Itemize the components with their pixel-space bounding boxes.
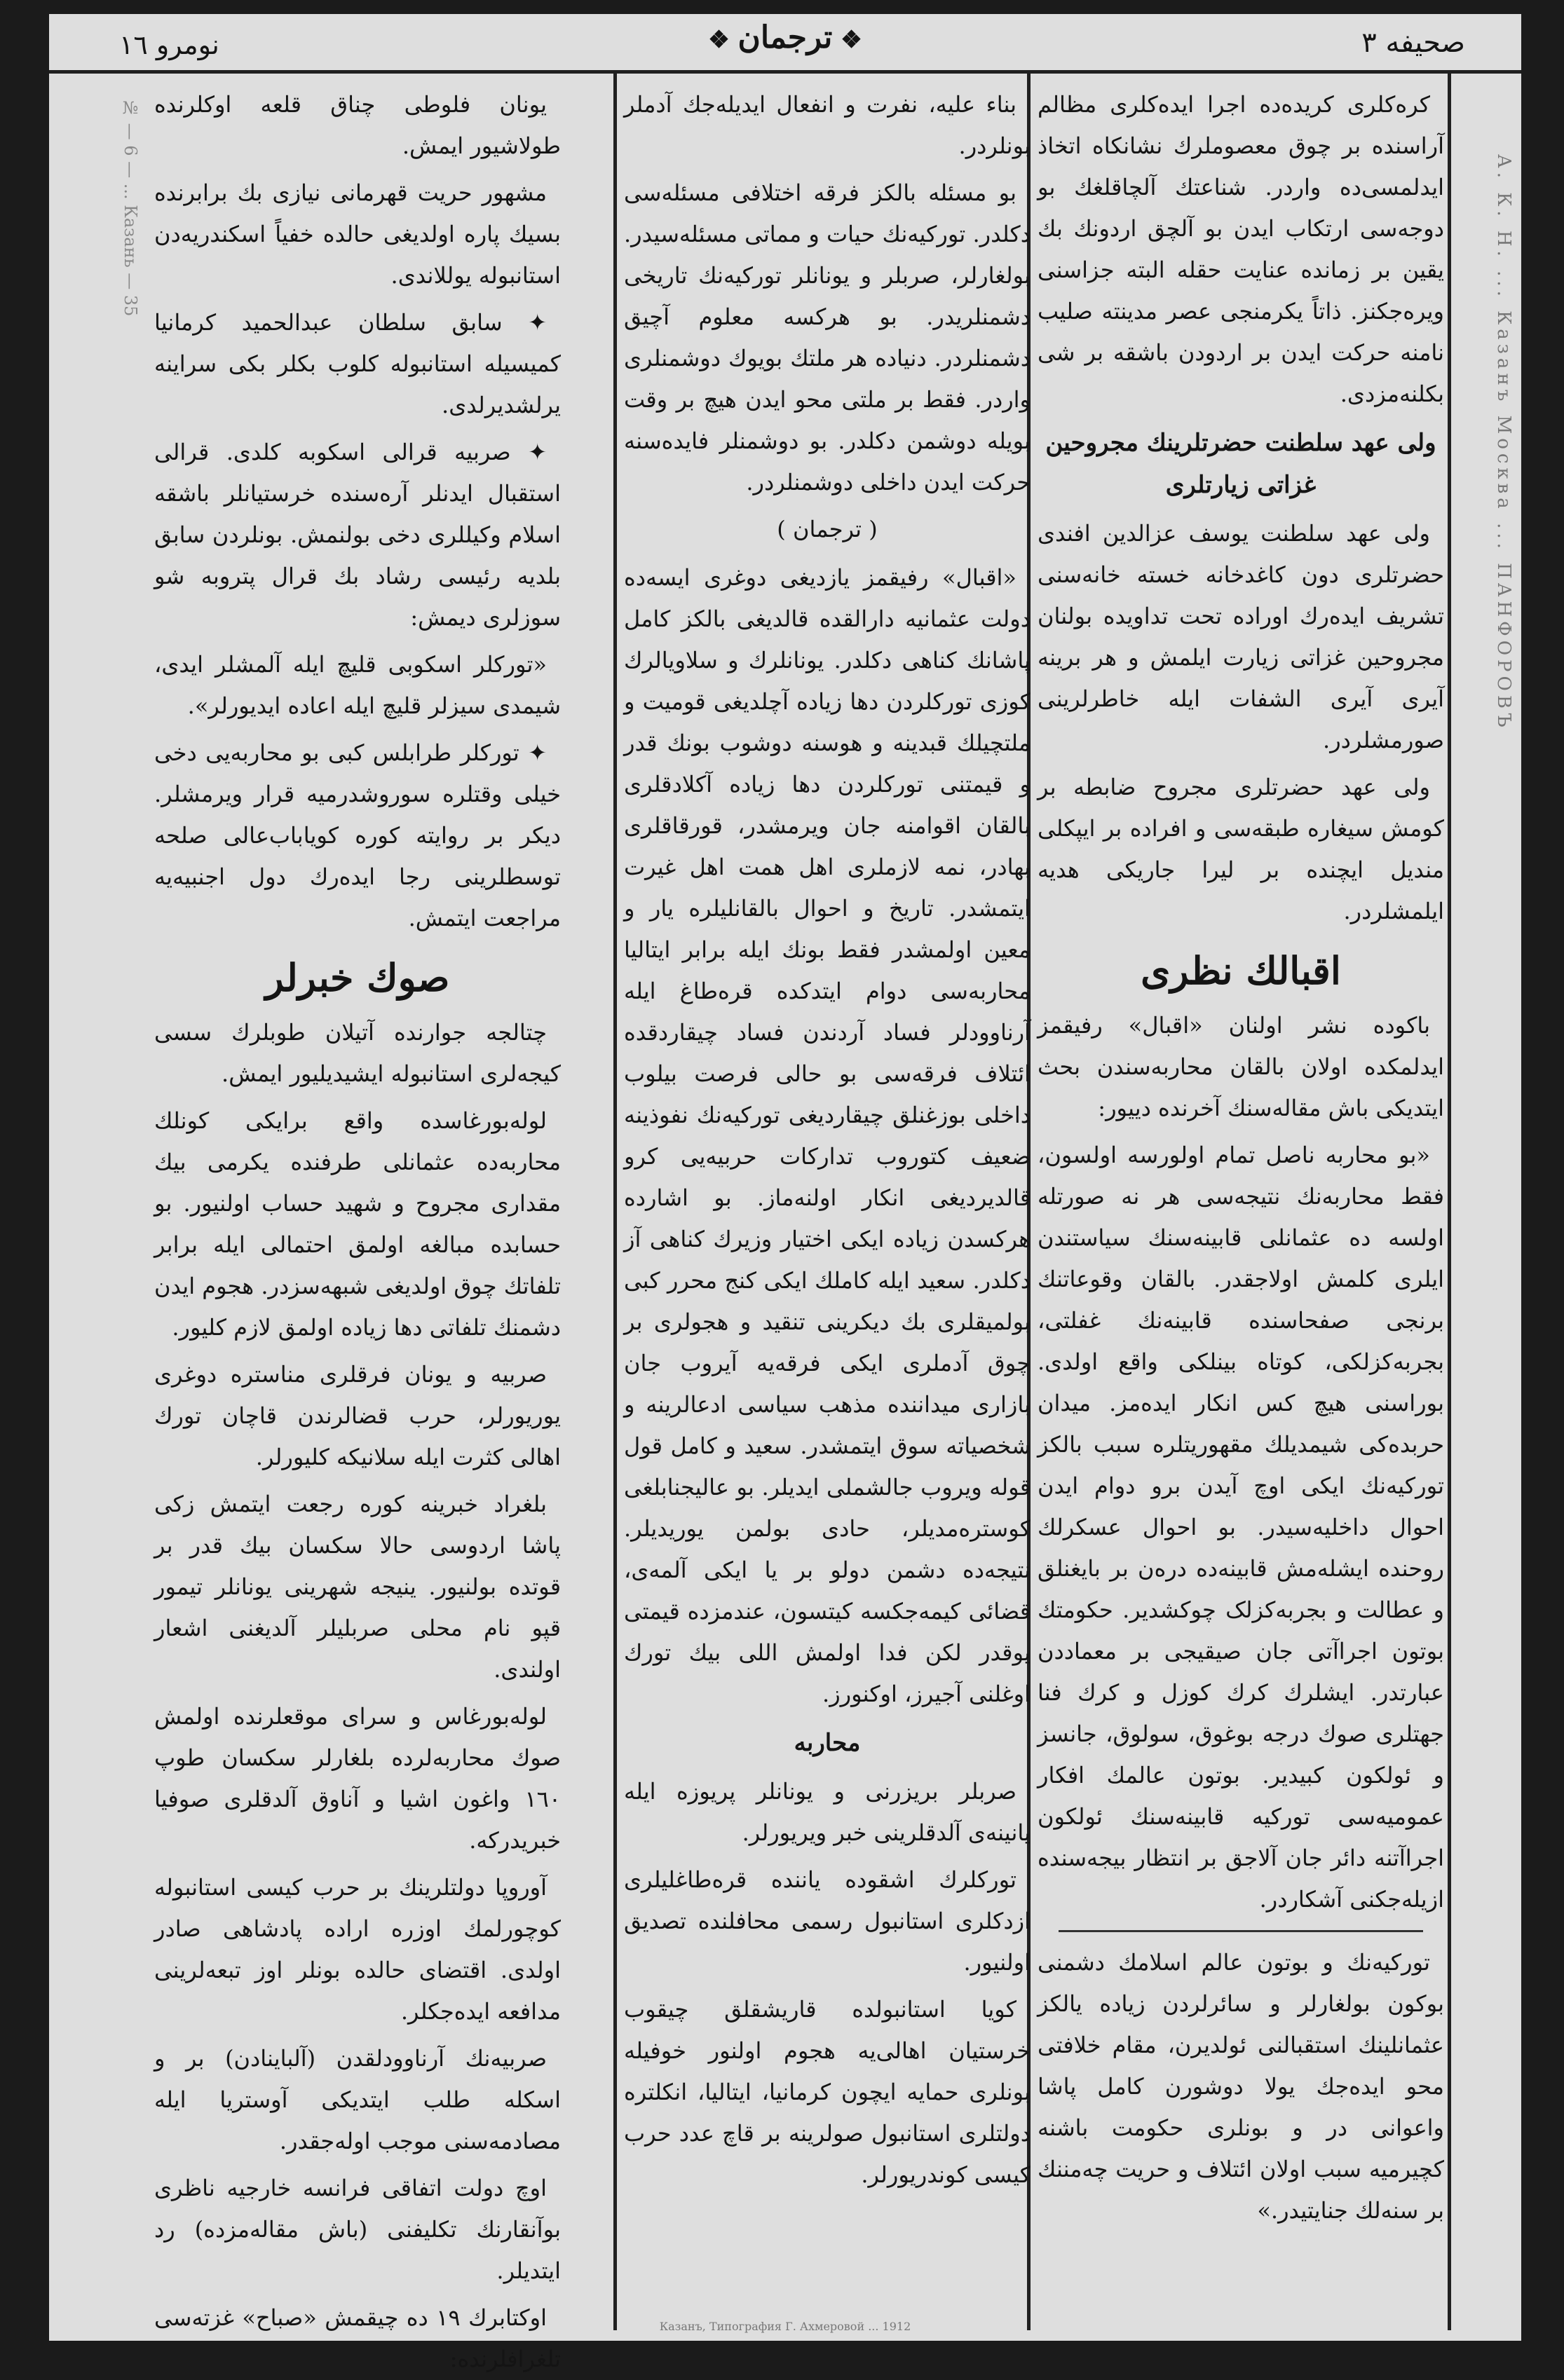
printer-footer: Казанъ, Типография Г. Ахмеровой ... 1912 — [659, 2320, 911, 2333]
newspaper-page — [49, 14, 1521, 2372]
article-paragraph: ولی عهد سلطنت یوسف عزالدین افندی حضرتلری دون کاغدخانه خسته خانه‌سنی تشریف ایده‌رك اوراده تحت تداویده بولنان مجروحین غزاتی زیارت ایلمش و هر برینه آیری آیری الشفات ایله خاطرلرینی صورمشلردر. — [1038, 520, 1444, 753]
news-item: لوله‌بورغاس و سرای موقعلرنده اولمش صوك محاربه‌لرده بلغارلر سکسان طوپ ۱٦۰ واغون اشیا و آناوق آلدقلری صوفیا خبریدرکه. — [154, 1703, 561, 1854]
section-heading: صوك خبرلر — [265, 955, 450, 1000]
page-header — [49, 14, 1521, 74]
issue-number: نومرو ۱٦ — [119, 29, 219, 60]
news-item: اوچ دولت اتفاقی فرانسه خارجیه ناظری بوآنقارنك تکلیفنی (باش مقاله‌مزده) رد ایتدیلر. — [154, 2175, 561, 2284]
left-bleed-through-text: № — 6 — ... Казань — 35 — [121, 98, 140, 317]
page-number-label: صحیفه ۳ — [1361, 27, 1465, 59]
article-paragraph: تورکلرك اشقوده یاننده قره‌طاغلیلری ازدکلری استانبول رسمی محافلنده تصدیق اولنیور. — [624, 1866, 1031, 1976]
column-right — [1038, 84, 1444, 2327]
section-divider — [1059, 1930, 1423, 1932]
column-left — [154, 84, 561, 2372]
column-rule — [613, 74, 617, 2330]
news-item: بلغراد خبرینه کوره رجعت ایتمش زکی پاشا اردوسی حالا سکسان بیك قدر بر قوتده بولنیور. ینیجه شهرینی یونانلر تیمور قپو نام محلی صربلیلر آلدیغنی اشعار اولندی. — [154, 1491, 561, 1683]
column-middle — [624, 84, 1031, 2327]
column-rule-outer — [1448, 74, 1451, 2330]
article-paragraph: ولی عهد حضرتلری مجروح ضابطه بر کومش سیغاره طبقه‌سی و افراده بر ایپکلی مندیل ایچنده بر لیرا جاریکی هدیه ایلمشلردر. — [1038, 774, 1444, 924]
news-item: «تورکلر اسکوبی قلیچ ایله آلمشلر ایدی، شیمدی سیزلر قلیچ ایله اعاده ایدیورلر». — [154, 651, 561, 719]
news-item: اوکتابرك ۱۹ ده چیقمش «صباح» غزته‌سی تلغرافلرنده: — [154, 2304, 561, 2372]
article-signature: ( ترجمان ) — [777, 516, 878, 542]
ornament-right-icon: ❖ — [832, 26, 862, 54]
news-item: یونان فلوطی چناق قلعه اوکلرنده طولاشیور ایمش. — [154, 91, 561, 159]
news-item: چتالجه جوارنده آتیلان طوبلرك سسی کیجه‌لری استانبوله ایشیدیلیور ایمش. — [154, 1019, 561, 1087]
section-heading: اقبالك نظری — [1141, 948, 1341, 993]
article-paragraph: کویا استانبولده قاریشقلق چیقوب خرستیان اهالی‌یه هجوم اولنور خوفیله بونلری حمایه ایچون کرمانیا، ایتالیا، انکلتره دولتلری استانبول صولرینه بر قاچ عدد حرب کیسی کوندریورلر. — [624, 1996, 1031, 2188]
article-paragraph: «بو محاربه ناصل تمام اولورسه اولسون، فقط محاربه‌نك نتیجه‌سی هر نه صورتله اولسه ده عثمانلی قابینه‌سنك سیاستندن ایلری کلمش اولاجقدر. بالقان وقوعاتنك برنجی صفحاسنده قابینه‌نك غفلتی، بجربه‌کزلکی، کوتاه بینلکی واقع اولدی. بوراسنی هیچ کس انکار ایدەمز. میدان حربده‌کی شیمدیلك مقهوریتلره سبب بالکز تورکیه‌نك ایکی اوچ آیدن برو دوام ایدن احوال داخلیه‌سیدر. بو احوال عسکرلك روحنده ایشله‌مش قابینه‌ده دره‌ن بر بایغنلق و عطالت و بجربه‌کزلک چوکشدیر. حکومتك بوتون اجراآتی جان صیقیجی بر معماددن عبارتدر. ایشلرك کرك کوزل و کرك فنا جهتلری صوك درجه بوغوق، سولوق، جانسز و ئولکون کبیدیر. بوتون عالمك افکار عمومیه‌سی تورکیه قابینه‌سنك ئولکون اجراآتنه دائر جان آلاجق بر انتظار بیجه‌سنده ازیله‌جکنی آشکاردر. — [1038, 1142, 1444, 1913]
article-paragraph: صربلر بریزرنی و یونانلر پریوزه ایله یانینه‌ی آلدقلرینی خبر ویریورلر. — [624, 1778, 1031, 1846]
news-item: ✦ تورکلر طرابلس کبی بو محاربه‌یی دخی خیلی وقتلره سوروشدرمیه قرار ویرمشلر. دیکر بر روایته کوره کویاباب‌عالی صلحه توسطلرینی رجا ایده‌رك دول اجنبیه‌یه مراجعت ایتمش. — [154, 739, 561, 931]
news-item: آوروپا دولتلرینك بر حرب کیسی استانبوله کوچورلمك اوزره اراده پادشاهی صادر اولدی. اقتضای حالده بونلر اوز تبعه‌لرینی مدافعه ایده‌جکلر. — [154, 1874, 561, 2025]
news-item: ✦ صربیه قرالی اسکوبه کلدی. قرالی استقبال ایدنلر آره‌سنده خرستیانلر باشقه اسلام وکیللری دخی بولنمش. بونلردن سابق بلدیه رئیسی رشاد بك قرال پتروبه شو سوزلری دیمش: — [154, 439, 561, 631]
article-paragraph: بو مسئله بالکز فرقه اختلافی مسئله‌سی دکلدر. تورکیه‌نك حیات و مماتی مسئله‌سیدر. بولغارلر، صربلر و یونانلر تورکیه‌نك تاریخی دشمنلریدر. بو هرکسه معلوم آچیق دشمنلردر. دنیاده هر ملتك بویوك دوشمنلری واردر. فقط بر ملتی محو ایدن هیچ بر وقت بویله دوشمن دکلدر. بو دوشمنلر فایده‌سنه حرکت ایدن داخلی دوشمنلردر. — [624, 179, 1031, 495]
article-paragraph: «اقبال» رفیقمز یازدیغی دوغری ایسه‌ده دولت عثمانیه دارالقده قالدیغی بالکز کامل پاشانك کناهی دکلدر. یونانلرك و سلاویالرك کوزی تورکلردن دها زیاده آچلدیغی قومیت و ملتچیلك قبدینه و هوسنه دوشوب بونك قدر و قیمتنی تورکلردن دها زیاده آکلادقلری بالقان اقوامنه جان ویرمشدر، قورقاقلری بهادر، نمه لازملری اهل همت اهل غیرت ایتمشدر. تاریخ و احوال بالقانلیلره یار و معین اولمشدر فقط بونك ایله برابر ایتالیا محاربه‌سی دوام ایتدکده قره‌طاغ ایله آرناوودلر فساد آردندن فساد چیقاردقده ائتلاف فرقه‌سی بو حالی فرصت بیلوب داخلی بوزغنلق چیقاردیغی تورکیه‌نك نفوذینه ضعیف کتوروب تدارکات حربیه‌یی کرو قالدیردیغی انکار اولنه‌ماز. بو اشارده هرکسدن زیاده ایکی اختیار وزیرك کناهی آز دکلدر. سعید ایله کاملك ایکی کنج محرر کبی بولمیقلری بك دیکرینی تنقید و هجولری بر چوق آدملری ایکی فرقه‌یه آیروب جان بازاری میداننده مذهب سیاسی ادعالرینه و شخصیاته سوق ایتمشدر. سعید و کامل قول قوله ویروب جالشملی ایدیلر. بو عالیجنابلغی کوستره‌مدیلر، حادی بولمن یوریدیلر. نتیجه‌ده دشمن دولو بر یا ایکی آلمه‌ی، قضائی کیمه‌جکسه کیتسون، عندمزده قیمتی یوقدر لکن فدا اولمش اللی بیك تورك اوغلنی آجیرز، اوکنورز. — [624, 564, 1031, 1707]
section-heading: محاربه — [794, 1729, 861, 1757]
news-item: صربیه و یونان فرقلری مناستره دوغری یوریورلر، حرب قضالرندن قاچان تورك اهالی کثرت ایله سلانیکه کلیورلر. — [154, 1361, 561, 1470]
news-item: صربیه‌نك آرناوودلقدن (آلباینادن) بر و اسکله طلب ایتدیکی آوستریا ایله مصادمه‌سنی موجب اوله‌جقدر. — [154, 2045, 561, 2154]
article-paragraph: تورکیه‌نك و بوتون عالم اسلامك دشمنی بوکون بولغارلر و سائرلردن زیاده یالکز عثمانلینك استقبالنی ئولدیرن، مقام خلافتی محو ایده‌جك یولا دوشورن کامل پاشا واعوانی در و بونلری حکومت باشنه کچیرمیه سبب اولان ائتلاف و حریت چه‌مننك بر سنه‌لك جنایتیدر.» — [1038, 1949, 1444, 2224]
news-item: ✦ سابق سلطان عبدالحمید کرمانیا کمیسیله استانبوله کلوب بکلر بکی سراینه یرلشدیرلدی. — [154, 309, 561, 418]
ornament-left-icon: ❖ — [708, 26, 738, 54]
news-item: لوله‌بورغاسده واقع برایکی کونلك محاربه‌ده عثمانلی طرفنده یکرمی بیك مقداری مجروح و شهید حساب اولنیور. بو حسابده مبالغه اولمق احتمالی ایله برابر تلفاتك چوق اولدیغی شبهه‌سزدر. هجوم ایدن دشمنك تلفاتی دها زیاده اولمق لازم کلیور. — [154, 1107, 561, 1341]
article-paragraph: باکوده نشر اولنان «اقبال» رفیقمز ایدلمکده اولان بالقان محاربه‌سندن بحث ایتدیکی باش مقاله‌سنك آخرنده دییور: — [1038, 1012, 1444, 1121]
right-bleed-through-text: А. К. Н. ... Казанъ Москва ... ПАНФОРОВЪ — [1493, 154, 1514, 732]
news-item: مشهور حریت قهرمانی نیازی بك برابرنده بسیك پاره اولدیغی حالده خفیاً اسکندریه‌دن استانبوله یوللاندی. — [154, 179, 561, 289]
article-paragraph: کره‌کلری کریده‌ده اجرا ایده‌کلری مظالم آراسنده بر چوق معصوملرك نشانکاه اتخاذ ایدلمسی‌ده واردر. شناعتك آلچاقلغك بو دوجه‌سی ارتکاب ایدن بو آلچق اردونك بك یقین بر زمانده عنایت حقله البته جزاسنی ویره‌جکنز. ذاتاً یکرمنجی عصر مدینته صلیب نامنه حرکت ایدن بر اردودن باشقه بر شی بکلنه‌مزدی. — [1038, 91, 1444, 407]
article-paragraph: بناء علیه، نفرت و انفعال ایدیله‌جك آدملر بونلردر. — [624, 91, 1031, 159]
masthead — [638, 20, 932, 55]
article-subheading: ولی عهد سلطنت حضرتلرینك مجروحین غزاتی زیارتلری — [1045, 429, 1436, 499]
newspaper-title: ترجمان — [737, 20, 833, 55]
